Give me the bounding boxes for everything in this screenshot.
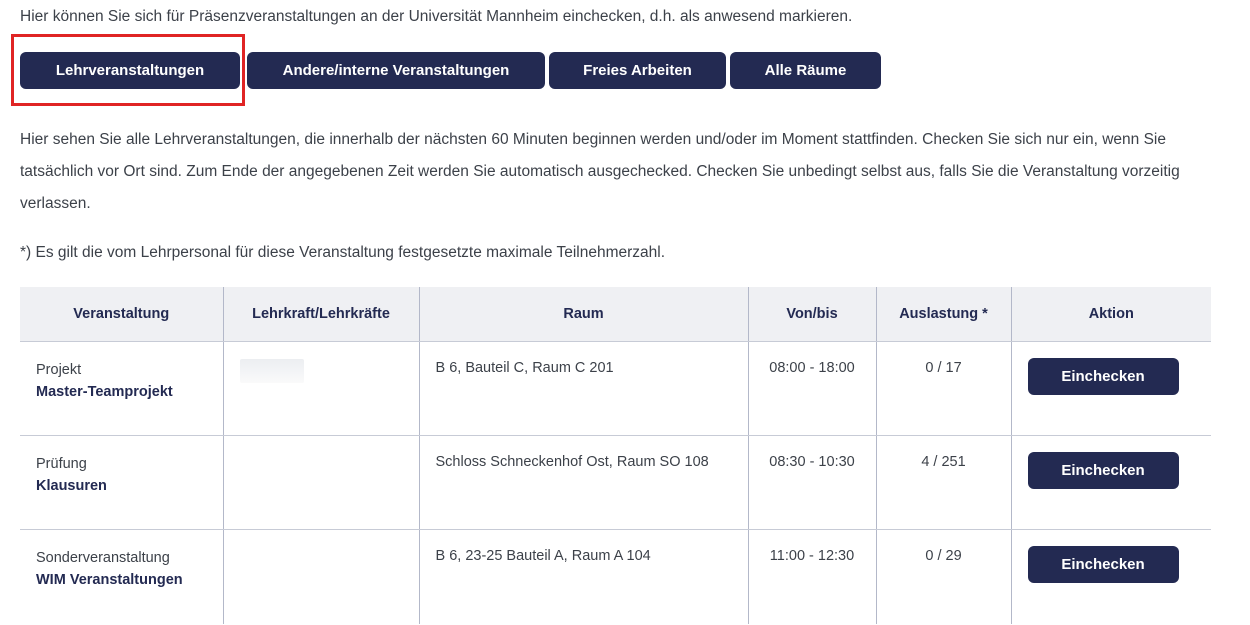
time-cell: 11:00 - 12:30 <box>748 530 876 624</box>
table-row <box>20 436 1211 530</box>
header-von-bis: Von/bis <box>748 287 876 342</box>
action-cell <box>1011 530 1211 624</box>
event-name: Master-Teamprojekt <box>36 384 173 400</box>
table-row <box>20 342 1211 436</box>
event-cell <box>20 342 223 436</box>
events-table <box>20 287 1211 624</box>
room-cell: B 6, Bauteil C, Raum C 201 <box>419 342 748 436</box>
teacher-cell <box>223 530 419 624</box>
teacher-cell <box>223 342 419 436</box>
checkin-button[interactable]: Einchecken <box>1028 452 1179 489</box>
table-row <box>20 530 1211 624</box>
header-raum: Raum <box>419 287 748 342</box>
tab-alle-raeume[interactable]: Alle Räume <box>730 52 881 89</box>
event-cell <box>20 530 223 624</box>
event-type: Prüfung <box>36 456 87 472</box>
time-cell: 08:00 - 18:00 <box>748 342 876 436</box>
capacity-note: *) Es gilt die vom Lehrpersonal für diese Veranstaltung festgesetzte maximale Teilnehmerzahl. <box>20 244 666 261</box>
info-paragraph: Hier sehen Sie alle Lehrveranstaltungen, die innerhalb der nächsten 60 Minuten beginnen werden und/oder im Moment stattfinden. Checken Sie sich nur ein, wenn Sie tatsächlich vor Ort sind. Zum Ende der angegebenen Zeit werden Sie automatisch ausgechecked. Checken Sie unbedingt selbst aus, falls Sie die Veranstaltung vorzeitig verlassen. <box>20 131 1180 212</box>
header-auslastung: Auslastung * <box>876 287 1011 342</box>
tab-freies-arbeiten[interactable]: Freies Arbeiten <box>549 52 726 89</box>
event-type: Sonderveranstaltung <box>36 550 170 566</box>
capacity-cell: 4 / 251 <box>876 436 1011 530</box>
teacher-cell <box>223 436 419 530</box>
info-text <box>20 124 1225 220</box>
tab-andere-interne-veranstaltungen[interactable]: Andere/interne Veranstaltungen <box>247 52 545 89</box>
action-cell <box>1011 342 1211 436</box>
checkin-button[interactable]: Einchecken <box>1028 358 1179 395</box>
action-cell <box>1011 436 1211 530</box>
checkin-button[interactable]: Einchecken <box>1028 546 1179 583</box>
time-cell: 08:30 - 10:30 <box>748 436 876 530</box>
intro-text: Hier können Sie sich für Präsenzveranstaltungen an der Universität Mannheim einchecken, d.h. als anwesend markieren. <box>20 8 853 25</box>
event-name: WIM Veranstaltungen <box>36 572 183 588</box>
header-lehrkraft: Lehrkraft/Lehrkräfte <box>223 287 419 342</box>
header-aktion: Aktion <box>1011 287 1211 342</box>
event-cell <box>20 436 223 530</box>
capacity-cell: 0 / 29 <box>876 530 1011 624</box>
tab-lehrveranstaltungen[interactable]: Lehrveranstaltungen <box>20 52 240 89</box>
header-veranstaltung: Veranstaltung <box>20 287 223 342</box>
room-cell: B 6, 23-25 Bauteil A, Raum A 104 <box>419 530 748 624</box>
capacity-cell: 0 / 17 <box>876 342 1011 436</box>
room-cell: Schloss Schneckenhof Ost, Raum SO 108 <box>419 436 748 530</box>
event-type: Projekt <box>36 362 82 378</box>
event-name: Klausuren <box>36 478 107 494</box>
table-header-row <box>20 287 1211 342</box>
redacted-teacher-name <box>240 359 304 383</box>
